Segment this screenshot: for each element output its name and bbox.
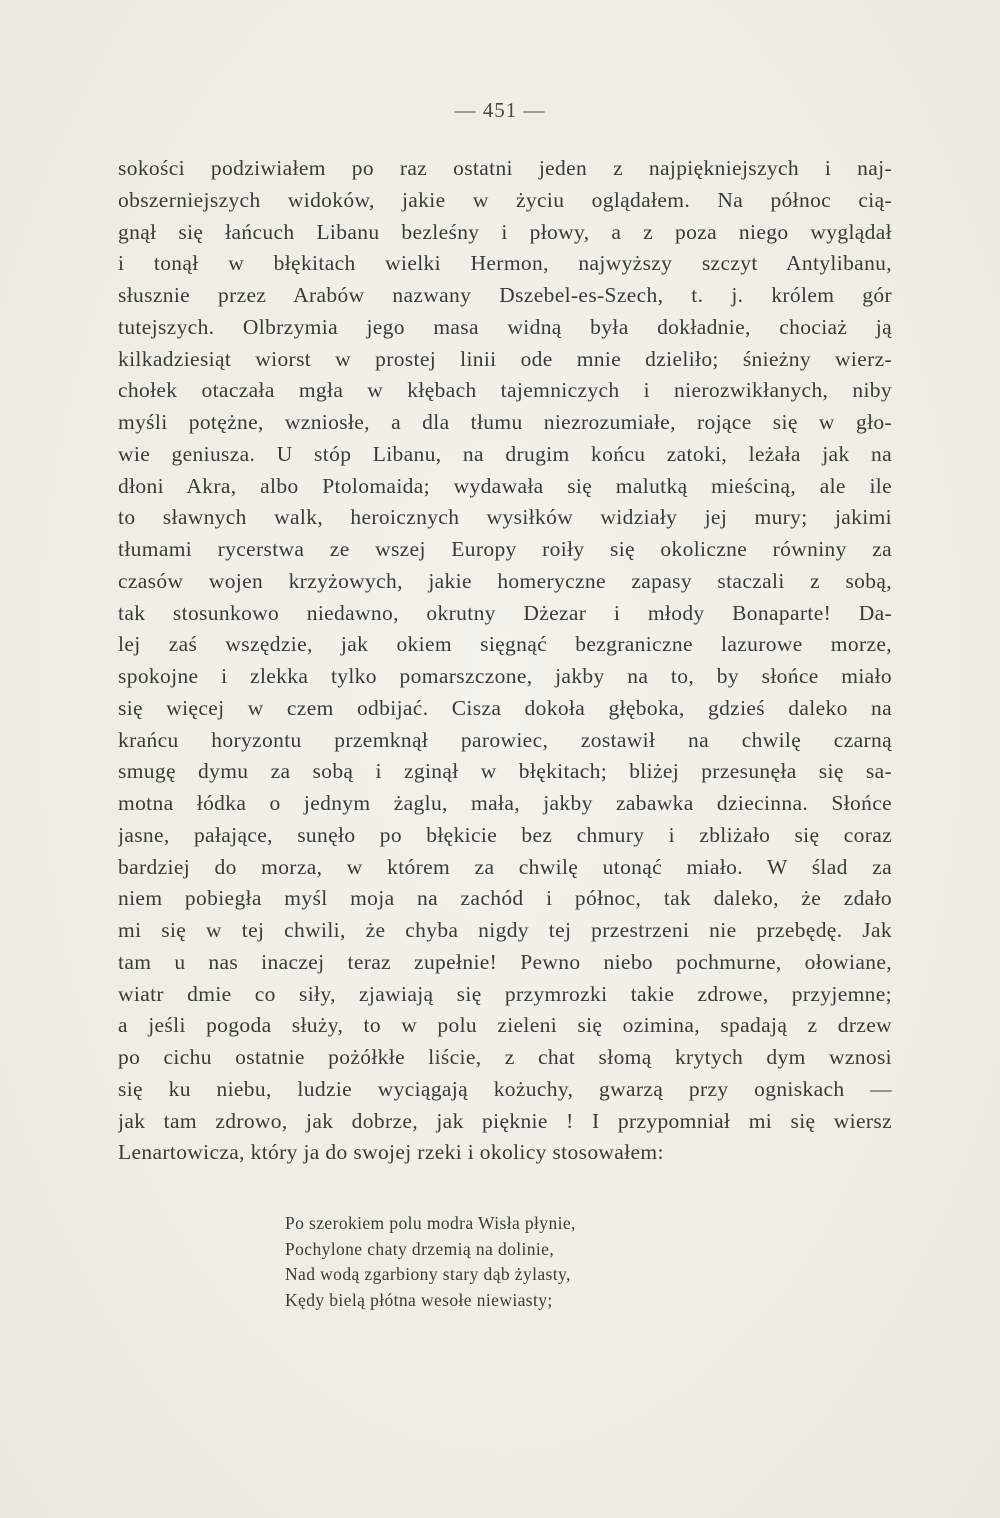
verse-line: Po szerokiem polu modra Wisła płynie,	[285, 1213, 576, 1233]
page-number: — 451 —	[454, 98, 546, 122]
paragraph-line: wiatr dmie co siły, zjawiają się przymrozki takie zdrowe, przyjemne;	[118, 981, 892, 1006]
paragraph-line: Lenartowicza, który ja do swojej rzeki i okolicy stosowałem:	[118, 1140, 664, 1165]
paragraph-line: tak stosunkowo niedawno, okrutny Dżezar i młody Bonaparte! Da-	[118, 600, 892, 625]
verse-line: Pochylone chaty drzemią na dolinie,	[285, 1238, 555, 1259]
paragraph-line: sokości podziwiałem po raz ostatni jeden z najpiękniejszych i naj-	[118, 156, 892, 180]
paragraph-line: słusznie przez Arabów nazwany Dszebel-es-Szech, t. j. królem gór	[118, 283, 892, 307]
paragraph-line: to sławnych walk, heroicznych wysiłków widziały jej mury; jakimi	[118, 505, 892, 530]
paragraph-line: niem pobiegła myśl moja na zachód i północ, tak daleko, że zdało	[118, 886, 892, 911]
paragraph-line: czasów wojen krzyżowych, jakie homeryczne zapasy staczali z sobą,	[118, 568, 892, 593]
paragraph-line: motna łódka o jednym żaglu, mała, jakby zabawka dziecinna. Słońce	[118, 791, 892, 815]
verse-quote	[285, 1211, 765, 1313]
paragraph-line: jak tam zdrowo, jak dobrze, jak pięknie ! I przypomniał mi się wiersz	[118, 1108, 892, 1133]
paragraph-line: a jeśli pogoda służy, to w polu zieleni się ozimina, spadają z drzew	[118, 1013, 892, 1038]
verse-line: Nad wodą zgarbiony stary dąb żylasty,	[285, 1264, 571, 1284]
paragraph-line: chołek otaczała mgła w kłębach tajemniczych i nierozwikłanych, niby	[118, 378, 892, 403]
paragraph-line: lej zaś wszędzie, jak okiem sięgnąć bezgraniczne lazurowe morze,	[118, 632, 892, 657]
paragraph-line: smugę dymu za sobą i zginął w błękitach; bliżej przesunęła się sa-	[118, 759, 892, 784]
paragraph-line: krańcu horyzontu przemknął parowiec, zostawił na chwilę czarną	[118, 727, 892, 752]
paragraph-line: myśli potężne, wzniosłe, a dla tłumu niezrozumiałe, rojące się w gło-	[118, 410, 892, 434]
paragraph-line: się ku niebu, ludzie wyciągają kożuchy, gwarzą przy ogniskach —	[118, 1076, 892, 1101]
paragraph-line: i tonął w błękitach wielki Hermon, najwyższy szczyt Antylibanu,	[118, 251, 892, 276]
verse-line: Kędy bielą płótna wesołe niewiasty;	[285, 1289, 553, 1310]
paragraph-line: kilkadziesiąt wiorst w prostej linii ode mnie dzieliło; śnieżny wierz-	[118, 346, 892, 371]
paragraph-line: wie geniusza. U stóp Libanu, na drugim końcu zatoki, leżała jak na	[118, 441, 892, 466]
paragraph-line: po cichu ostatnie pożółkłe liście, z chat słomą krytych dym wznosi	[118, 1045, 892, 1069]
paragraph-line: gnął się łańcuch Libanu bezleśny i płowy, a z poza niego wyglądał	[118, 219, 892, 244]
paragraph-line: tłumami rycerstwa ze wszej Europy roiły się okoliczne równiny za	[118, 537, 892, 561]
paragraph-line: jasne, pałające, sunęło po błękicie bez chmury i zbliżało się coraz	[118, 822, 892, 847]
paragraph-line: się więcej w czem odbijać. Cisza dokoła głęboka, gdzieś daleko na	[118, 695, 892, 720]
main-paragraph	[118, 153, 892, 1169]
paragraph-line: dłoni Akra, albo Ptolomaida; wydawała się malutką mieściną, ale ile	[118, 473, 892, 498]
paragraph-line: spokojne i zlekka tylko pomarszczone, jakby na to, by słońce miało	[118, 664, 892, 688]
paragraph-line: tam u nas inaczej teraz zupełnie! Pewno niebo pochmurne, ołowiane,	[118, 949, 892, 974]
paragraph-line: obszerniejszych widoków, jakie w życiu oglądałem. Na północ cią-	[118, 187, 892, 212]
paragraph-line: mi się w tej chwili, że chyba nigdy tej przestrzeni nie przebędę. Jak	[118, 918, 892, 942]
paragraph-line: tutejszych. Olbrzymia jego masa widną była dokładnie, chociaż ją	[118, 314, 892, 339]
paragraph-line: bardziej do morza, w którem za chwilę utonąć miało. W ślad za	[118, 854, 892, 879]
